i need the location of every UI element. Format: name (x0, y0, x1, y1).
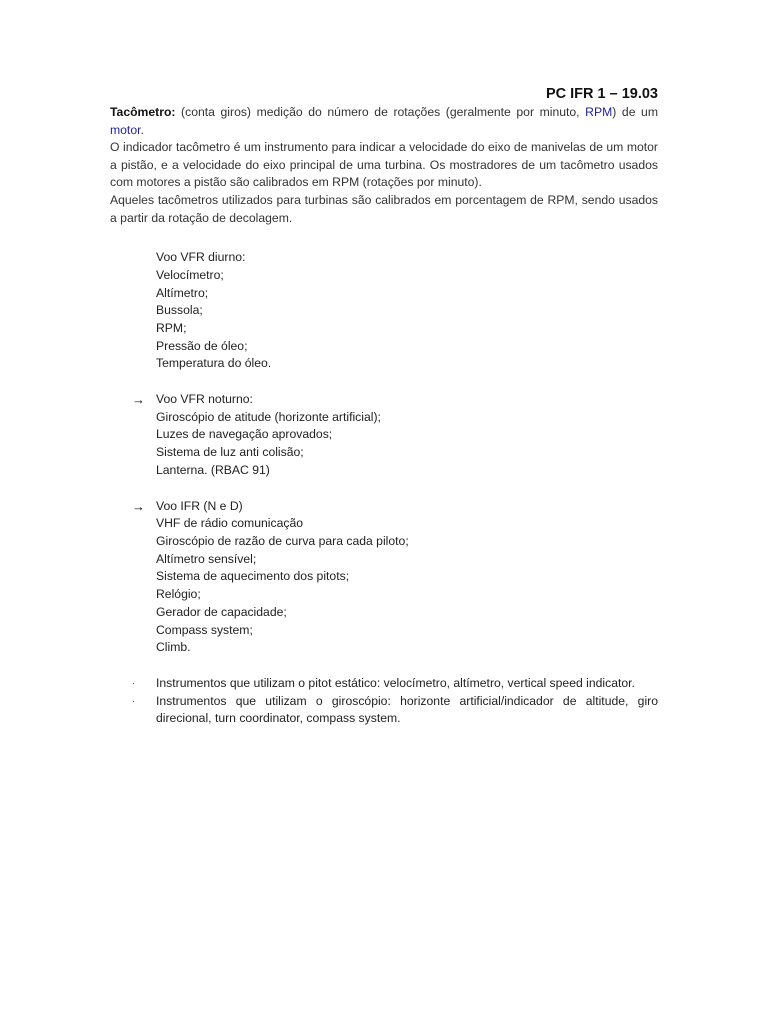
list-item: Voo IFR (N e D) (156, 498, 243, 513)
rpm-link[interactable]: RPM (585, 105, 613, 119)
list-vfr-noturno (110, 391, 658, 480)
list-item: Altímetro; (156, 285, 209, 300)
list-item: Compass system; (156, 622, 253, 637)
bullet-dot-icon: · (132, 695, 135, 706)
list-item: Sistema de aquecimento dos pitots; (156, 569, 350, 584)
page-title: PC IFR 1 – 19.03 (545, 86, 658, 102)
list-item: Climb. (156, 640, 191, 655)
list-ifr (110, 498, 658, 657)
list-item: Lanterna. (RBAC 91) (156, 462, 270, 477)
list-item: Giroscópio de atitude (horizonte artificial); (156, 409, 381, 424)
bullet-list (110, 675, 658, 728)
bullet-text: Instrumentos que utilizam o pitot estático: velocímetro, altímetro, vertical speed indicator. (156, 675, 635, 690)
list-item: Gerador de capacidade; (156, 604, 287, 619)
document-page (110, 84, 658, 728)
bullet-text: Instrumentos que utilizam o giroscópio: horizonte artificial/indicador de altitude, giro direcional, turn coordinator, compass system. (156, 693, 658, 726)
list-item: Luzes de navegação aprovados; (156, 427, 333, 442)
list-item: VHF de rádio comunicação (156, 516, 303, 531)
list-item: Relógio; (156, 587, 201, 602)
list-item: Altímetro sensível; (156, 551, 257, 566)
list-item: Voo VFR noturno: (156, 392, 253, 407)
definition-text-2: ) de um (612, 105, 658, 119)
motor-link[interactable]: motor (110, 122, 141, 137)
list-vfr-diurno (110, 249, 658, 373)
list-item: Bussola; (156, 303, 203, 318)
paragraph-turbinas: Aqueles tacômetros utilizados para turbinas são calibrados em porcentagem de RPM, sendo usados a partir da rotação de decolagem. (110, 192, 658, 225)
list-item: Voo VFR diurno: (156, 250, 246, 265)
bullet-dot-icon: · (132, 677, 135, 688)
paragraph-indicador: O indicador tacômetro é um instrumento para indicar a velocidade do eixo de manivelas de um motor a pistão, e a velocidade do eixo principal de uma turbina. Os mostradores de um tacômetro usados com motores a pistão são calibrados em RPM (rotações por minuto). (110, 140, 658, 190)
intro-paragraph (110, 104, 658, 139)
list-item: Pressão de óleo; (156, 338, 248, 353)
list-item: Velocímetro; (156, 267, 224, 282)
definition-text-3: . (140, 122, 144, 137)
term-tacometro: Tacômetro: (110, 105, 176, 119)
definition-text-1: (conta giros) medição do número de rotações (geralmente por minuto, (175, 105, 586, 119)
list-item: Sistema de luz anti colisão; (156, 445, 304, 460)
bullet-item-pitot (132, 675, 658, 693)
list-item: RPM; (156, 320, 187, 335)
list-item: Giroscópio de razão de curva para cada piloto; (156, 534, 409, 548)
arrow-icon: → (132, 498, 145, 514)
list-item: Temperatura do óleo. (156, 356, 272, 371)
arrow-icon: → (132, 392, 145, 408)
bullet-item-giroscopio (132, 693, 658, 728)
